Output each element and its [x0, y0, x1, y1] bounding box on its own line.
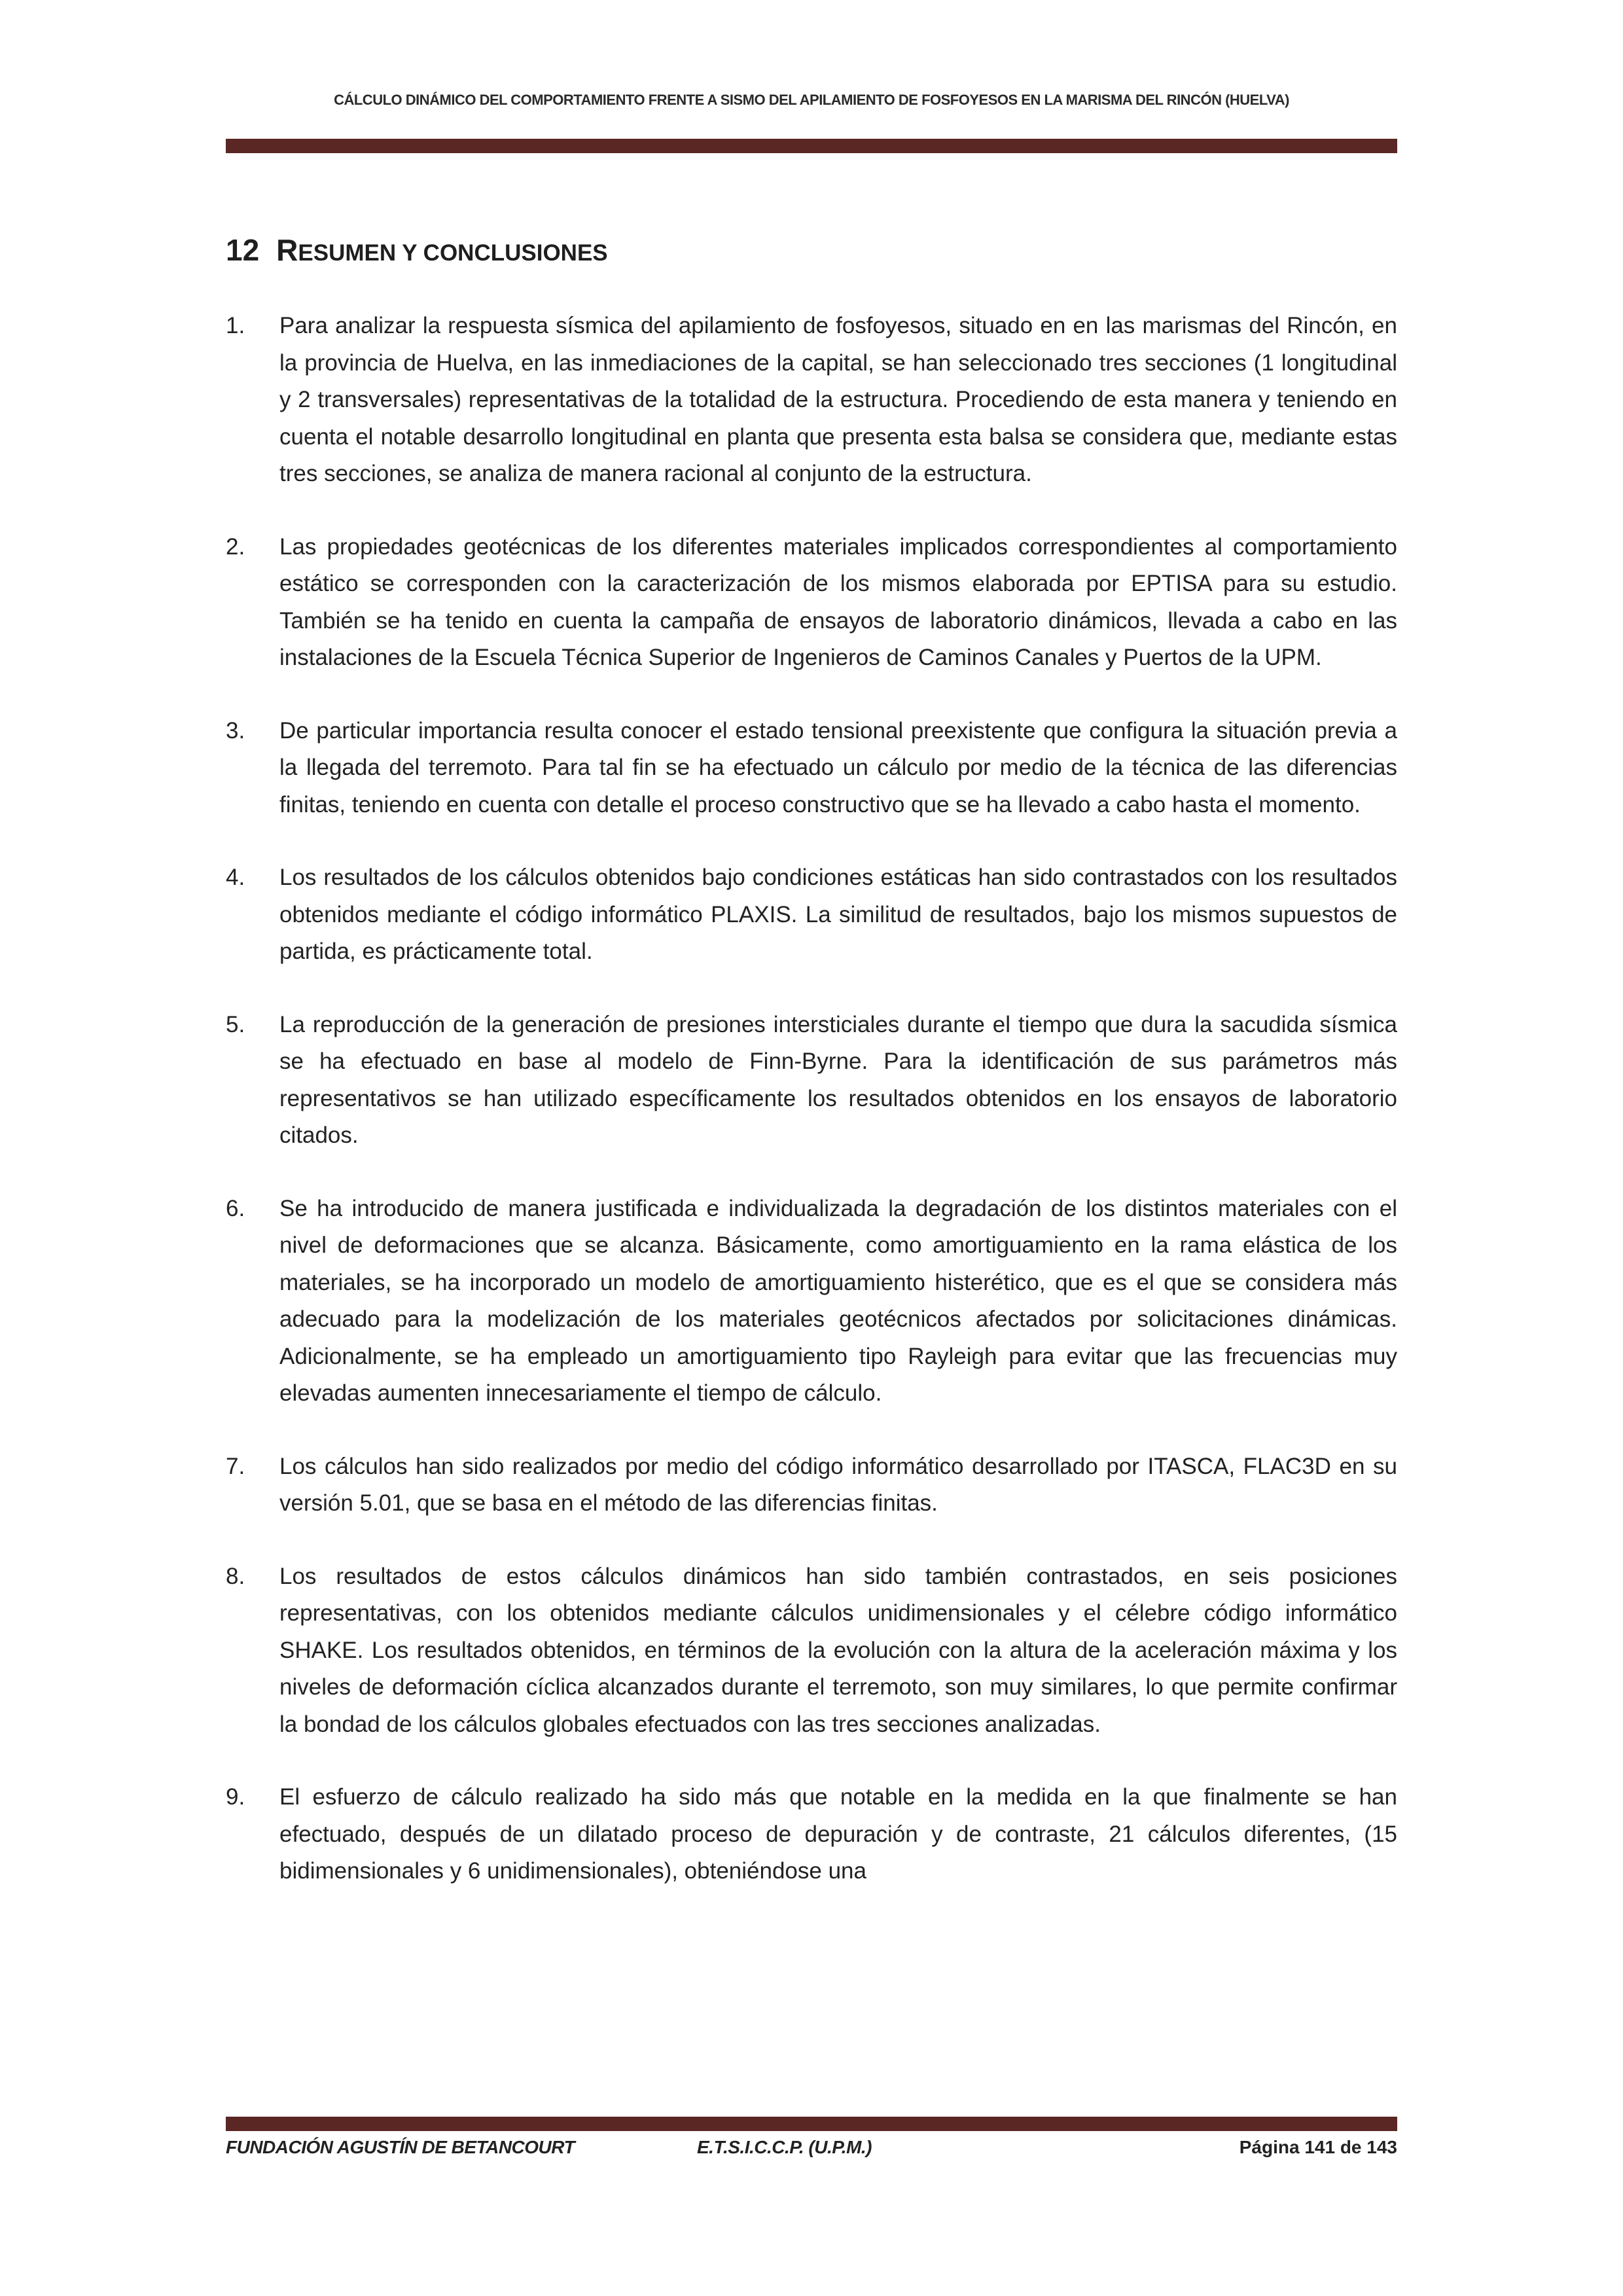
- section-title-rest: ESUMEN Y CONCLUSIONES: [298, 240, 608, 266]
- item-number: 7.: [226, 1453, 245, 1479]
- item-text: Los resultados de los cálculos obtenidos bajo condiciones estáticas han sido contrastados con los resultados obtenidos mediante el código informático PLAXIS. La similitud de resultados, bajo los mismos supuestos de partida, es prácticamente total.: [279, 865, 1397, 964]
- list-item: [226, 1191, 1397, 1412]
- section-heading: [226, 232, 608, 268]
- item-number: 2.: [226, 533, 245, 560]
- list-item: [226, 529, 1397, 677]
- list-item: [226, 1558, 1397, 1744]
- footer-organization: FUNDACIÓN AGUSTÍN DE BETANCOURT: [226, 2137, 575, 2157]
- list-item: [226, 1007, 1397, 1155]
- running-header-title: CÁLCULO DINÁMICO DEL COMPORTAMIENTO FRENTE A SISMO DEL APILAMIENTO DE FOSFOYESOS EN LA MARISMA DEL RINCÓN (HUELVA): [334, 92, 1289, 108]
- list-item: [226, 308, 1397, 493]
- item-number: 5.: [226, 1011, 245, 1037]
- footer-page-number: Página 141 de 143: [1239, 2137, 1397, 2157]
- section-number: 12: [226, 233, 260, 267]
- item-text: Se ha introducido de manera justificada e individualizada la degradación de los distintos materiales con el nivel de deformaciones que se alcanza. Básicamente, como amortiguamiento en la rama elástica de los materiales, se ha incorporado un modelo de amortiguamiento histerético, que es el que se considera más adecuado para la modelización de los materiales geotécnicos afectados por solicitaciones dinámicas. Adicionalmente, se ha empleado un amortiguamiento tipo Rayleigh para evitar que las frecuencias muy elevadas aumenten innecesariamente el tiempo de cálculo.: [279, 1195, 1397, 1406]
- footer-school: E.T.S.I.C.C.P. (U.P.M.): [697, 2137, 872, 2157]
- item-text: Las propiedades geotécnicas de los diferentes materiales implicados correspondientes al comportamiento estático se corresponden con la caracterización de los mismos elaborada por EPTISA para su estudio. También se ha tenido en cuenta la campaña de ensayos de laboratorio dinámicos, llevada a cabo en las instalaciones de la Escuela Técnica Superior de Ingenieros de Caminos Canales y Puertos de la UPM.: [279, 533, 1397, 670]
- item-number: 3.: [226, 717, 245, 744]
- section-title-initial: R: [276, 233, 298, 267]
- item-text: Para analizar la respuesta sísmica del apilamiento de fosfoyesos, situado en en las marismas del Rincón, en la provincia de Huelva, en las inmediaciones de la capital, se han seleccionado tres secciones (1 longitudinal y 2 transversales) representativas de la totalidad de la estructura. Procediendo de esta manera y teniendo en cuenta el notable desarrollo longitudinal en planta que presenta esta balsa se considera que, mediante estas tres secciones, se analiza de manera racional al conjunto de la estructura.: [279, 313, 1397, 486]
- footer-rule: [226, 2117, 1397, 2131]
- list-item: [226, 859, 1397, 971]
- conclusions-list: [226, 308, 1397, 1926]
- item-number: 6.: [226, 1195, 245, 1221]
- item-number: 1.: [226, 313, 245, 338]
- item-text: El esfuerzo de cálculo realizado ha sido más que notable en la medida en la que finalmente se han efectuado, después de un dilatado proceso de depuración y de contraste, 21 cálculos diferentes, (15 bidimensionales y 6 unidimensionales), obteniéndose una: [279, 1784, 1397, 1884]
- item-text: La reproducción de la generación de presiones intersticiales durante el tiempo que dura la sacudida sísmica se ha efectuado en base al modelo de Finn-Byrne. Para la identificación de sus parámetros más representativos se han utilizado específicamente los resultados obtenidos en los ensayos de laboratorio citados.: [279, 1011, 1397, 1148]
- list-item: [226, 1448, 1397, 1522]
- list-item: [226, 1779, 1397, 1890]
- item-number: 4.: [226, 865, 245, 890]
- item-number: 8.: [226, 1563, 245, 1589]
- item-text: Los cálculos han sido realizados por medio del código informático desarrollado por ITASCA, FLAC3D en su versión 5.01, que se basa en el método de las diferencias finitas.: [279, 1453, 1397, 1516]
- item-text: Los resultados de estos cálculos dinámicos han sido también contrastados, en seis posiciones representativas, con los obtenidos mediante cálculos unidimensionales y el célebre código informático SHAKE. Los resultados obtenidos, en términos de la evolución con la altura de la aceleración máxima y los niveles de deformación cíclica alcanzados durante el terremoto, son muy similares, lo que permite confirmar la bondad de los cálculos globales efectuados con las tres secciones analizadas.: [279, 1563, 1397, 1737]
- item-number: 9.: [226, 1784, 245, 1810]
- page-footer: [226, 2137, 1397, 2166]
- list-item: [226, 713, 1397, 824]
- header-rule: [226, 139, 1397, 153]
- item-text: De particular importancia resulta conocer el estado tensional preexistente que configura la situación previa a la llegada del terremoto. Para tal fin se ha efectuado un cálculo por medio de la técnica de las diferencias finitas, teniendo en cuenta con detalle el proceso constructivo que se ha llevado a cabo hasta el momento.: [279, 717, 1397, 817]
